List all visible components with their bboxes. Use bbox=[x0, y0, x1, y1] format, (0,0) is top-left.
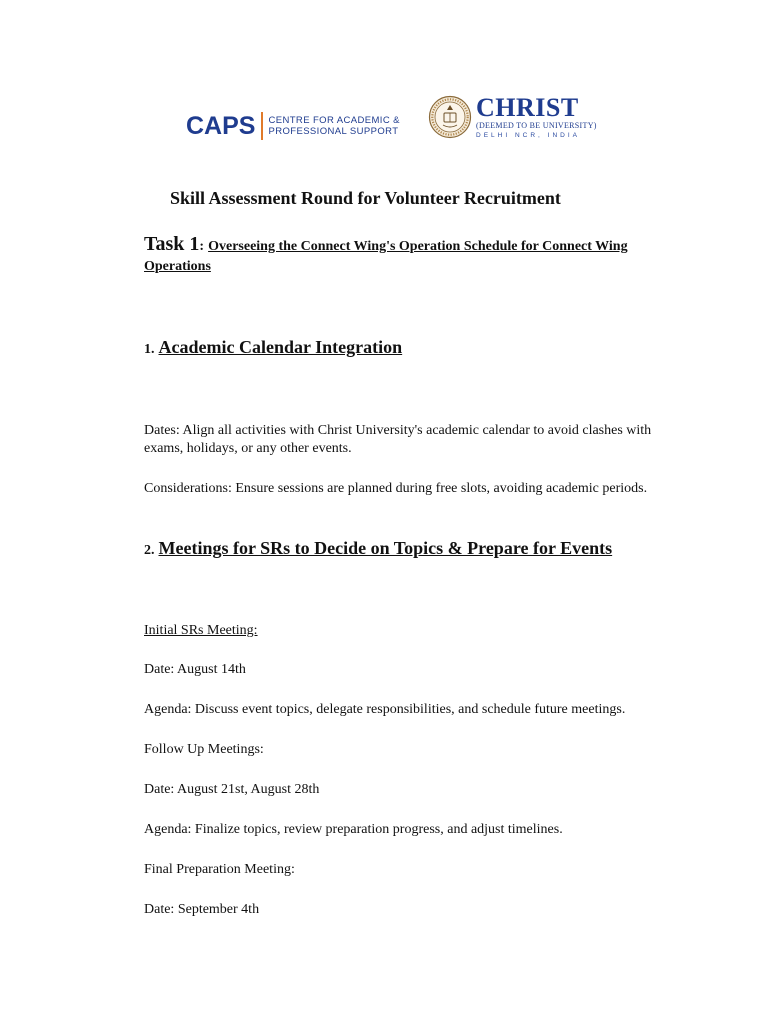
task-label: Task 1 bbox=[144, 233, 200, 255]
caps-logo-subtitle bbox=[268, 115, 399, 137]
initial-meeting-agenda: Agenda: Discuss event topics, delegate responsibilities, and schedule future meetings. bbox=[144, 702, 626, 717]
task-heading bbox=[144, 233, 674, 277]
section-2-title: Meetings for SRs to Decide on Topics & Prepare for Events bbox=[158, 538, 613, 558]
caps-logo bbox=[186, 110, 400, 142]
christ-logo-sub-line1: (DEEMED TO BE UNIVERSITY) bbox=[476, 120, 597, 130]
university-seal-icon bbox=[428, 95, 472, 139]
section-2-heading bbox=[144, 538, 612, 559]
task-colon: : bbox=[199, 239, 205, 254]
caps-logo-word: CAPS bbox=[186, 111, 256, 140]
caps-logo-sub-line1: CENTRE FOR ACADEMIC & bbox=[268, 115, 400, 126]
section-1-considerations: Considerations: Ensure sessions are planned during free slots, avoiding academic periods. bbox=[144, 481, 648, 496]
initial-meeting-date: Date: August 14th bbox=[144, 662, 246, 677]
section-1-dates: Dates: Align all activities with Christ University's academic calendar to avoid clashes with exams, holidays, or any other events. bbox=[144, 423, 652, 456]
christ-logo-sub-line2: DELHI NCR, INDIA bbox=[476, 131, 580, 139]
followup-meetings-agenda: Agenda: Finalize topics, review preparation progress, and adjust timelines. bbox=[144, 822, 563, 837]
section-2-number: 2. bbox=[144, 543, 155, 558]
document-title: Skill Assessment Round for Volunteer Recruitment bbox=[170, 188, 561, 208]
section-1-heading bbox=[144, 337, 402, 358]
final-meeting-label: Final Preparation Meeting: bbox=[144, 862, 295, 877]
final-meeting-date: Date: September 4th bbox=[144, 902, 260, 917]
christ-university-logo bbox=[428, 93, 597, 141]
section-1-title: Academic Calendar Integration bbox=[158, 337, 403, 357]
initial-meeting-label: Initial SRs Meeting: bbox=[144, 623, 258, 638]
section-1-number: 1. bbox=[144, 342, 155, 357]
caps-logo-divider bbox=[261, 112, 263, 140]
task-description: Overseeing the Connect Wing's Operation Schedule for Connect Wing Operations bbox=[144, 239, 628, 274]
followup-meetings-label: Follow Up Meetings: bbox=[144, 742, 264, 757]
followup-meetings-date: Date: August 21st, August 28th bbox=[144, 782, 320, 797]
christ-logo-word: CHRIST bbox=[476, 92, 579, 122]
caps-logo-sub-line2: PROFESSIONAL SUPPORT bbox=[268, 126, 399, 137]
